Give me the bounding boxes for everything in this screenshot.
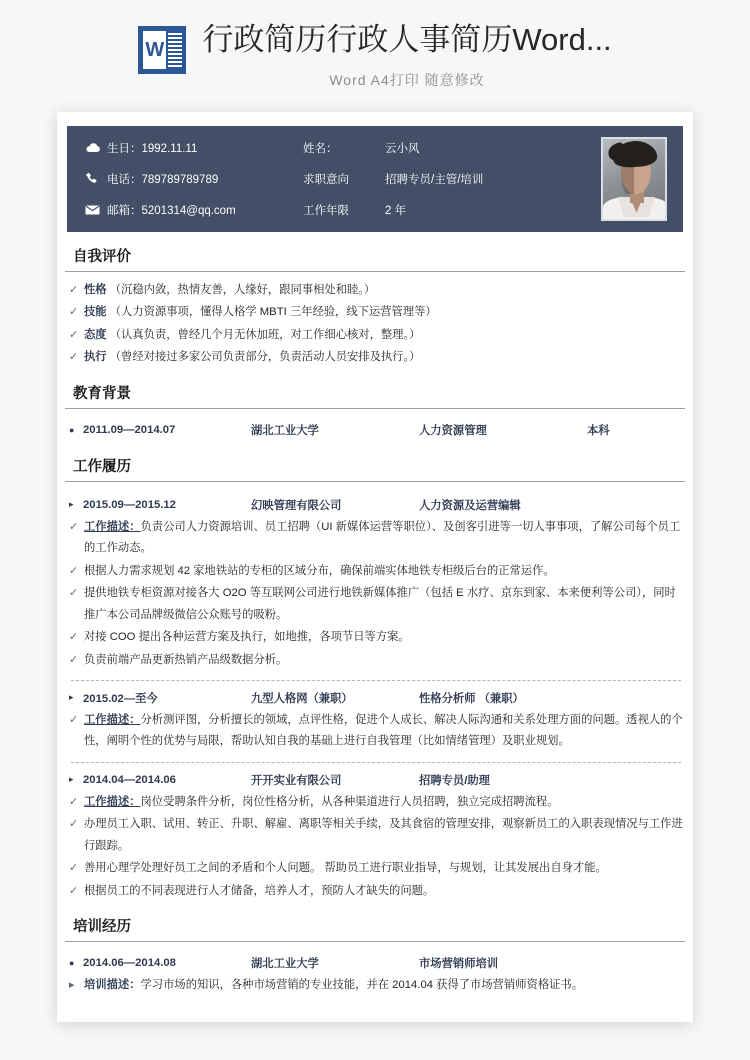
field-name-value: 云小风 — [385, 143, 420, 155]
check-icon: ✓ — [69, 713, 79, 726]
page-title: 行政简历行政人事简历Word... — [202, 22, 612, 57]
word-document-icon — [138, 26, 186, 74]
work-date: 2015.09—2015.12 — [83, 498, 176, 511]
work-item — [69, 881, 683, 902]
education-heading: 教育背景 — [65, 382, 685, 409]
applicant-photo — [601, 137, 667, 221]
work-item — [69, 627, 683, 648]
work-item — [69, 583, 683, 626]
self-eval-item — [69, 325, 683, 346]
work-entry — [69, 685, 683, 753]
word-icon-letter: W — [145, 38, 165, 61]
work-date: 2014.04—2014.06 — [83, 773, 176, 786]
resume-card — [57, 112, 693, 1022]
work-item-text: 岗位受聘条件分析，岗位性格分析，从各种渠道进行人员招聘，独立完成招聘流程。 — [140, 795, 559, 808]
work-item — [69, 517, 683, 560]
education-row — [69, 417, 683, 442]
contact-email — [85, 202, 295, 218]
field-experience-years — [303, 202, 601, 218]
self-eval-item-label: 性格 — [84, 284, 107, 296]
self-eval-item-text: （认真负责，曾经几个月无休加班，对工作细心核对，整理。） — [109, 328, 421, 341]
envelope-icon — [85, 203, 107, 217]
contact-list — [67, 140, 295, 218]
field-job-intent-label: 求职意向 — [303, 174, 349, 186]
entry-divider — [71, 762, 681, 763]
work-item — [69, 710, 683, 753]
check-icon: ✓ — [69, 653, 79, 666]
triangle-bullet-icon: ▸ — [69, 979, 75, 992]
work-item-text: 办理员工入职、试用、转正、升职、解雇、离职等相关手续，及其食宿的管理安排，观察新员工的入职表现情况与工作进行跟踪。 — [84, 818, 683, 852]
work-item-text: 提供地铁专柜资源对接各大 O2O 等互联网公司进行地铁新媒体推广（包括 E 水疗、京东到家、本来便利等公司），同时推广本公司品牌级微信公众账号的吸粉。 — [84, 587, 676, 621]
contact-birthday — [85, 140, 295, 156]
check-icon: ✓ — [69, 862, 79, 875]
check-icon: ✓ — [69, 795, 79, 808]
training-description-label: 培训描述： — [84, 979, 141, 992]
work-item-text: 根据人力需求规划 42 家地铁站的专柜的区域分布，确保前端实体地铁专柜级后台的正常运作。 — [84, 564, 555, 577]
check-icon: ✓ — [69, 284, 79, 296]
training-date: 2014.06—2014.08 — [83, 957, 176, 970]
work-item-label: 工作描述： — [84, 795, 141, 808]
work-role: 性格分析师 （兼职） — [419, 692, 524, 705]
work-entry-header — [69, 492, 683, 517]
work-item-text: 负责前端产品更新热销产品级数据分析。 — [84, 653, 288, 666]
training-description — [69, 975, 683, 996]
work-item — [69, 650, 683, 671]
work-item-label: 工作描述： — [84, 713, 141, 726]
work-item-label: 工作描述： — [84, 520, 141, 533]
self-eval-item-label: 技能 — [84, 306, 107, 319]
work-item-text: 分析测评图，分析擅长的领域，点评性格，促进个人成长、解决人际沟通和关系处理方面的问题。透视人的个性，阐明个性的优势与局限，帮助认知自我的基础上进行自我管理（比如情绪管理）及职业规划。 — [84, 713, 683, 748]
triangle-bullet-icon: ▸ — [69, 499, 74, 510]
check-icon: ✓ — [69, 818, 79, 831]
work-item — [69, 792, 683, 813]
section-self-evaluation — [57, 245, 693, 369]
field-name-label: 姓名： — [303, 143, 338, 155]
page-subtitle: Word A4打印 随意修改 — [329, 71, 485, 88]
education-major: 人力资源管理 — [419, 424, 487, 437]
contact-email-text: 邮箱：5201314@qq.com — [107, 205, 236, 217]
work-item — [69, 814, 683, 857]
contact-birthday-text: 生日：1992.11.11 — [107, 143, 198, 155]
field-job-intent — [303, 171, 601, 187]
work-company: 九型人格网（兼职） — [251, 692, 353, 705]
work-item-text: 对接 COO 提出各种运营方案及执行，如地推，各项节日等方案。 — [84, 631, 410, 644]
page-header — [0, 0, 750, 104]
triangle-bullet-icon: ▸ — [69, 692, 74, 703]
check-icon: ✓ — [69, 631, 79, 644]
check-icon: ✓ — [69, 520, 79, 533]
work-heading: 工作履历 — [65, 455, 685, 482]
training-course: 市场营销师培训 — [419, 958, 499, 971]
work-company: 幻映管理有限公司 — [251, 499, 342, 512]
work-company: 开开实业有限公司 — [251, 774, 342, 787]
work-item — [69, 858, 683, 879]
dot-bullet-icon: ● — [69, 958, 75, 969]
education-date: 2011.09—2014.07 — [83, 423, 176, 436]
training-description-text: 学习市场的知识，各种市场营销的专业技能，并在 2014.04 获得了市场营销师资格证书。 — [140, 979, 584, 992]
check-icon: ✓ — [69, 587, 79, 600]
cloud-icon — [85, 141, 107, 155]
self-eval-item — [69, 347, 683, 368]
self-eval-item-text: （人力资源事项，懂得人格学 MBTI 三年经验，线下运营管理等） — [109, 306, 437, 319]
check-icon: ✓ — [69, 328, 79, 341]
self-eval-item-label: 态度 — [84, 328, 107, 341]
work-item-text: 负责公司人力资源培训、员工招聘（UI 新媒体运营等职位）、及创客引进等一切人事事项，了解公司每个员工的工作动态。 — [84, 520, 681, 555]
training-org: 湖北工业大学 — [251, 958, 319, 971]
work-date: 2015.02—至今 — [83, 692, 158, 705]
check-icon: ✓ — [69, 564, 79, 577]
entry-divider — [71, 680, 681, 681]
triangle-bullet-icon: ▸ — [69, 774, 74, 785]
check-icon: ✓ — [69, 351, 79, 364]
training-heading: 培训经历 — [65, 915, 685, 942]
work-entry-header — [69, 685, 683, 710]
work-role: 招聘专员/助理 — [419, 774, 490, 787]
training-row — [69, 950, 683, 975]
education-school: 湖北工业大学 — [251, 424, 319, 437]
work-item-text: 根据员工的不同表现进行人才储备，培养人才，预防人才缺失的问题。 — [84, 884, 435, 897]
applicant-fields — [295, 140, 601, 218]
phone-icon — [85, 172, 107, 186]
self-eval-item — [69, 302, 683, 323]
work-role: 人力资源及运营编辑 — [419, 499, 521, 512]
section-education — [57, 382, 693, 442]
work-entry — [69, 492, 683, 671]
work-item-text: 善用心理学处理好员工之间的矛盾和个人问题。 帮助员工进行职业指导，与规划，让其发展出自身才能。 — [84, 862, 607, 875]
self-eval-item — [69, 280, 683, 301]
self-eval-item-text: （曾经对接过多家公司负责部分，负责活动人员安排及执行。） — [109, 351, 421, 364]
contact-phone-text: 电话：789789789789 — [107, 174, 219, 186]
self-evaluation-heading: 自我评价 — [65, 245, 685, 272]
field-experience-years-value: 2 年 — [385, 205, 407, 217]
section-training — [57, 915, 693, 996]
education-degree: 本科 — [587, 424, 610, 437]
work-entry — [69, 767, 683, 902]
section-work-experience — [57, 455, 693, 902]
work-entry-header — [69, 767, 683, 792]
dot-bullet-icon: ● — [69, 424, 75, 435]
self-eval-item-label: 执行 — [84, 351, 107, 364]
self-eval-item-text: （沉稳内敛，热情友善，人缘好，跟同事相处和睦。） — [109, 284, 376, 296]
personal-info-bar — [67, 126, 683, 232]
field-name — [303, 140, 601, 156]
field-job-intent-value: 招聘专员/主管/培训 — [385, 174, 484, 186]
check-icon: ✓ — [69, 884, 79, 897]
check-icon: ✓ — [69, 306, 79, 319]
field-experience-years-label: 工作年限 — [303, 205, 349, 217]
work-item — [69, 561, 683, 582]
contact-phone — [85, 171, 295, 187]
